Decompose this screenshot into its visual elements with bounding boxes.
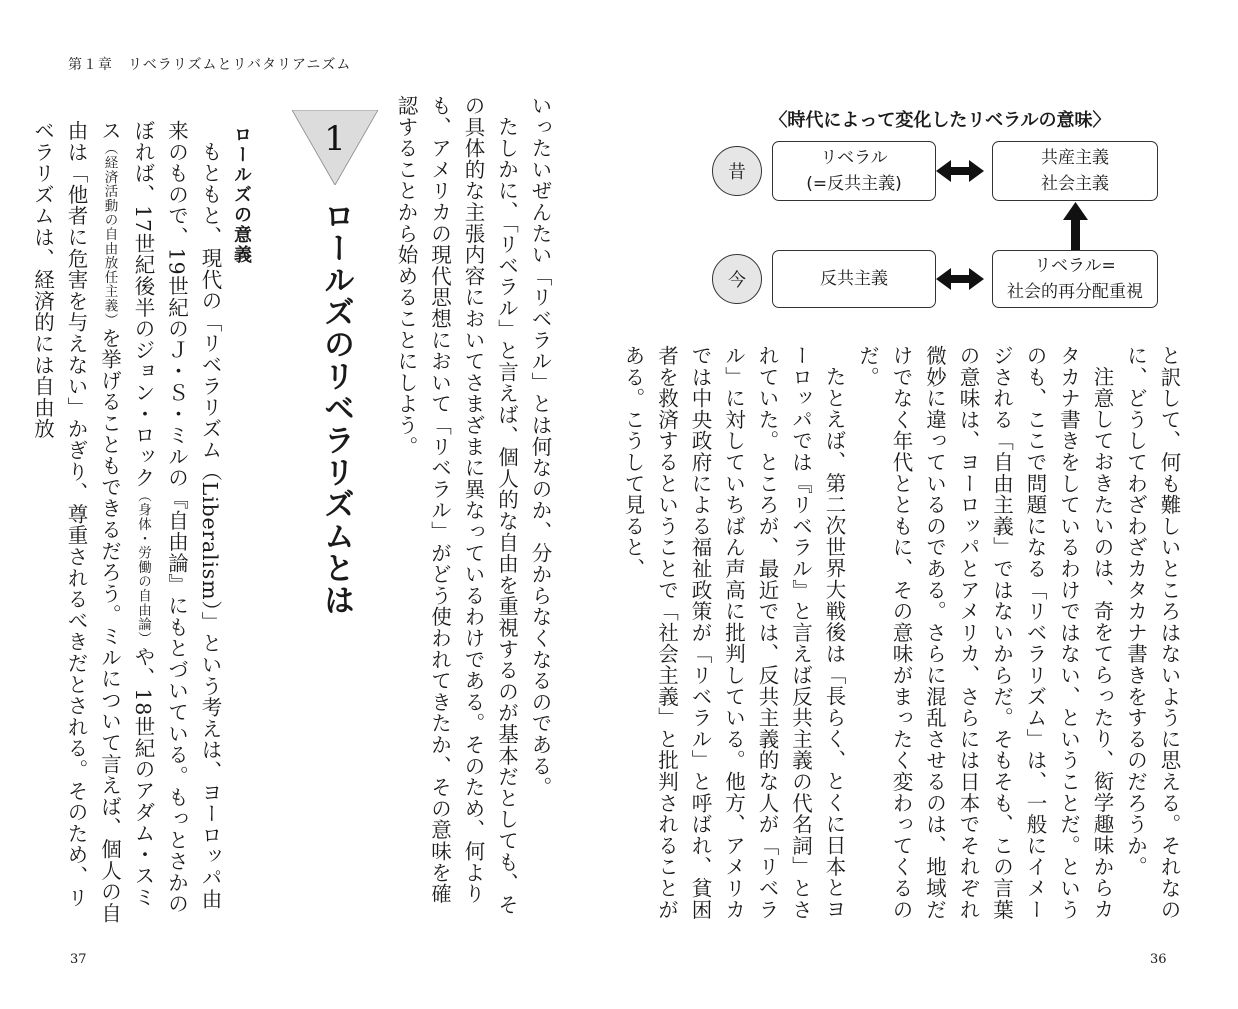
diagram-title: 〈時代によって変化したリベラルの意味〉 — [769, 110, 1111, 131]
past-liberal-sublabel: (=反共主義) — [806, 174, 902, 194]
now-double-arrow-icon — [936, 268, 984, 290]
past-socialism-label: 社会主義 — [1041, 174, 1109, 194]
past-communism-label: 共産主義 — [1041, 148, 1109, 168]
chapter-intro — [386, 95, 556, 925]
right-paragraph-2: 注意しておきたいのは、奇をてらったり、衒学趣味からカタカナ書きをしているわけではない、ということだ。というのも、ここで問題になる「リベラリズム」は、一般にイメージされる「自由主義」ではないからだ。そもそも、この言葉の意味は、ヨーロッパとアメリカ、さらには日本でそれぞれ微妙に違っているのである。さらに混乱させるのは、地域だけでなく年代とともに、その意味がまったく変わってくるのだ。 — [855, 345, 1114, 921]
past-liberal-label: リベラル — [820, 148, 888, 168]
section-body — [30, 120, 226, 925]
section-text-a: もともと、現代の「リベラリズム（Liberalism）」という考えは、ヨーロッパ由来のもので、19世紀のＪ・Ｓ・ミルの『自由論』にもとづいている。もっとさかのぼれば、17世紀後半のジョン・ロック — [131, 120, 222, 915]
now-liberal-label: リベラル= — [1034, 256, 1116, 276]
era-now-badge: 今 — [712, 254, 762, 304]
intro-paragraph-2: たしかに、「リベラル」と言えば、個人的な自由を重視するのが基本だとしても、その具体的な主張内容においてさまざまに異なっているわけである。そのため、何よりも、アメリカの現代思想において「リベラル」がどう使われてきたか、その意味を確認することから始めることにしよう。 — [394, 95, 519, 915]
now-anticommunism-label: 反共主義 — [820, 269, 888, 289]
section-text-b: や、18世紀のアダム・スミス — [97, 120, 155, 908]
running-head: 第１章 リベラリズムとリバタリアニズム — [68, 57, 352, 73]
past-double-arrow-icon — [936, 160, 984, 182]
past-liberal-box — [772, 141, 936, 201]
section-title: ロールズのリベラリズムとは — [318, 200, 354, 616]
page-number-right: 36 — [1150, 952, 1167, 967]
section-subheading: ロールズの意義 — [231, 125, 252, 265]
up-arrow-icon — [1063, 202, 1088, 250]
section-number-marker — [292, 110, 378, 185]
intro-paragraph-1: いったいぜんたい「リベラル」とは何なのか、分からなくなるのである。 — [528, 95, 552, 798]
era-past-badge: 昔 — [712, 146, 762, 196]
locke-note: （身体・労働の自由論） — [135, 488, 151, 646]
right-page-body — [621, 345, 1185, 925]
right-paragraph-3: たとえば、第二次世界大戦後は「長らく、とくに日本とヨーロッパでは『リベラル』と言えば反共主義の代名詞」とされていた。ところが、最近では、反共主義的な人が「リベラル」に対していちばん声高に批判している。他方、アメリカでは中央政府による福祉政策が「リベラル」と呼ばれ、貧困者を救済するということで「社会主義」と批判されることがある。こうして見ると、 — [621, 345, 846, 921]
section-paragraph — [25, 120, 226, 925]
right-paragraph-1: と訳して、何も難しいところはないように思える。それなのに、どうしてわざわざカタカナ書きをするのだろうか。 — [1123, 345, 1181, 921]
now-redistribution-label: 社会的再分配重視 — [1007, 282, 1143, 302]
smith-note: （経済活動の自由放任主義） — [101, 141, 118, 328]
now-anticommunism-box — [772, 250, 936, 308]
section-text-c: を挙げることもできるだろう。ミルについて言えば、個人の自由は「他者に危害を与えない」かぎり、尊重されるべきだとされる。そのため、リベラリズムは、経済的には自由放 — [30, 120, 122, 924]
diagram-arrows — [930, 140, 1100, 290]
section-number: 1 — [324, 119, 346, 159]
page-number-left: 37 — [70, 952, 87, 967]
